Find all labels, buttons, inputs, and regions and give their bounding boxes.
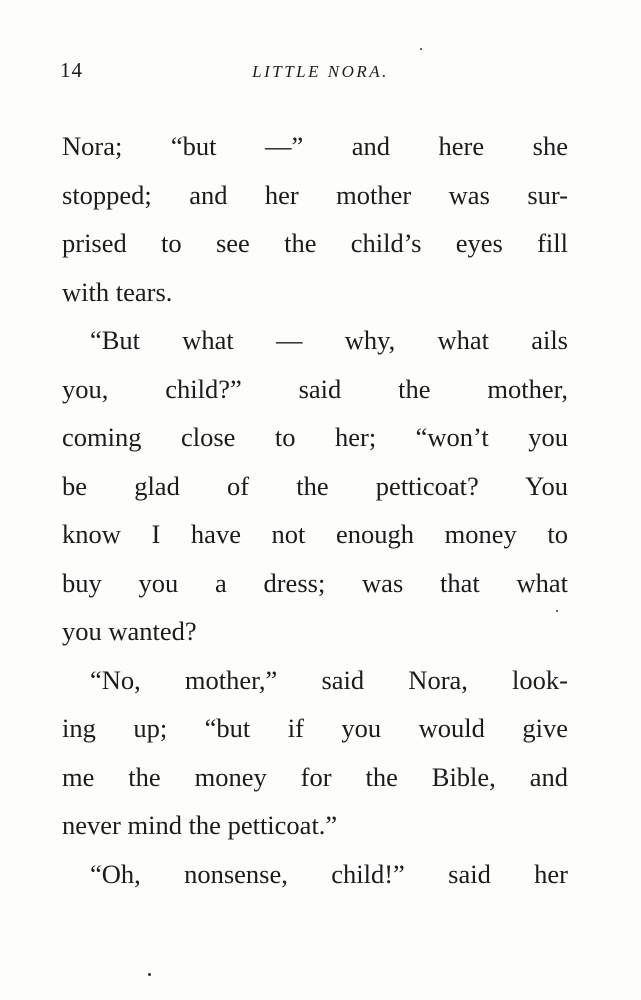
text-line: buy you a dress; was that what (62, 567, 568, 598)
running-title: LITTLE NORA. (252, 62, 389, 81)
text-line: “But what — why, what ails (90, 325, 568, 355)
text-line: coming close to her; “won’t you (62, 422, 568, 452)
print-speck (556, 610, 558, 612)
text-line: “No, mother,” said Nora, look- (90, 664, 568, 695)
text-line: prised to see the child’s eyes fill (62, 228, 568, 258)
text-line: ing up; “but if you would give (62, 713, 568, 743)
text-line: stopped; and her mother was sur- (62, 179, 568, 210)
text-line: with tears. (62, 276, 173, 307)
print-speck (148, 973, 151, 976)
text-line: know I have not enough money to (62, 519, 568, 549)
page-header (60, 58, 581, 90)
text-line: “Oh, nonsense, child!” said her (90, 858, 568, 889)
body-text (62, 122, 568, 898)
text-line: never mind the petticoat.” (62, 810, 338, 840)
text-line: be glad of the petticoat? You (62, 470, 568, 501)
text-line: you, child?” said the mother, (62, 373, 568, 404)
text-line: me the money for the Bible, and (62, 761, 568, 792)
text-line: you wanted? (62, 616, 197, 646)
page-number: 14 (60, 58, 83, 82)
print-speck (420, 48, 422, 50)
text-line: Nora; “but —” and here she (62, 131, 568, 161)
